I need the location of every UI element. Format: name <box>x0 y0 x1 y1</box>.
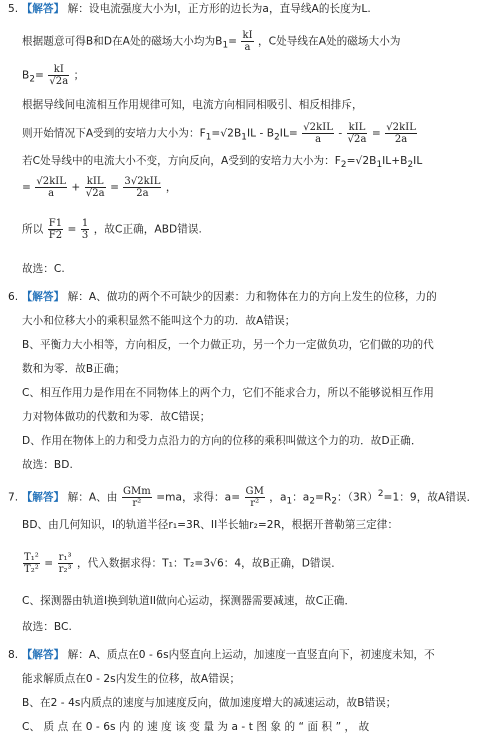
q6-answer-tag: 【解答】 <box>21 291 65 303</box>
q6-text-6: 力对物体做功的代数和为零．故C错误； <box>22 411 211 423</box>
q7-text-1k: =1：9，故A错误． <box>383 491 478 504</box>
q6-text-4: 数和为零．故B正确； <box>22 363 126 375</box>
q8-text-2: 能求解质点在0 - 2s内发生的位移，故A错误； <box>22 673 241 685</box>
q5-frac-ki-root2a: $\frac{kI}{√2a}$ <box>49 64 69 87</box>
q8-line-3 <box>22 696 472 710</box>
q5-line-2 <box>22 30 472 53</box>
q5-text-4: 根据导线间电流相互作用规律可知，电流方向相同相吸引、相反相排斥， <box>22 99 363 111</box>
q5-line-8 <box>22 218 472 241</box>
q6-text-7: D、作用在物体上的力和受力点沿力的方向的位移的乘积叫做这个力的功．故D正确． <box>22 435 422 447</box>
q5-eq-2: = <box>35 69 44 82</box>
q5-line-6 <box>22 154 472 172</box>
q6-line-5 <box>22 386 472 400</box>
q5-sub-b1c: 1 <box>376 160 383 171</box>
q5-eq-5: = <box>110 181 119 194</box>
q6-line-8 <box>22 458 472 472</box>
q8-text-4: C、 质 点 在 0 - 6s 内 的 速 度 该 变 量 为 a - t 图 象 的 “ 面 积 ” ， 故 <box>22 721 370 733</box>
q7-text-1c: ，a <box>269 491 287 504</box>
q7-text-1i: ：（3R） <box>337 491 378 504</box>
q5-eq-6: = <box>67 223 77 236</box>
q7-sup-2: 2 <box>377 488 384 499</box>
q7-answer: 故选：BC. <box>22 621 72 633</box>
q8-answer-tag: 【解答】 <box>21 649 65 661</box>
q5-text-8a: 所以 <box>22 223 44 236</box>
q8-line-4 <box>22 720 472 734</box>
q5-sub-b2: 2 <box>29 74 35 85</box>
q7-frac-t-ratio: $\frac{\text{T₁²}}{\text{T₂²}}$ <box>24 552 39 575</box>
q5-sub-b1: 1 <box>222 40 229 51</box>
q5-text-2a: 根据题意可得B和D在A处的磁场大小均为B <box>22 35 223 48</box>
q7-text-4: C、探测器由轨道I换到轨道II做向心运动，探测器需要减速，故C正确． <box>22 595 356 607</box>
q5-frac-f1-b: $\frac{\text{kIL}}{√2a}$ <box>347 122 367 145</box>
q5-text-6f: IL <box>413 155 423 167</box>
q5-plus: + <box>71 181 81 194</box>
q5-text-5b: =√2B <box>211 127 242 140</box>
q6-answer: 故选：BD. <box>22 459 73 471</box>
q6-text-2: 大小和位移大小的乘积显然不能叫这个力的功．故A错误； <box>22 315 296 327</box>
q5-text-3a: B <box>22 69 30 82</box>
q7-text-1b: =ma，求得：a= <box>156 491 241 504</box>
q5-eq: = <box>228 35 238 48</box>
q7-line-5 <box>22 620 472 634</box>
q5-frac-ki-a: $\frac{kI}{a}$ <box>242 30 253 53</box>
q5-text-1: 解：设电流强度大小为I，正方形的边长为a，直导线A的长度为L. <box>67 3 371 15</box>
q5-answer-tag: 【解答】 <box>21 3 65 15</box>
q7-frac-r-ratio: $\frac{\text{r₁³}}{\text{r₂³}}$ <box>58 552 72 575</box>
q5-text-5a: 则开始情况下A受到的安培力大小为：F <box>22 127 206 140</box>
q7-eq: = <box>44 557 54 570</box>
q5-line-1 <box>8 2 472 16</box>
q8-line-1 <box>8 648 472 662</box>
q7-text-1a: 解：A、由 <box>67 491 118 504</box>
q7-sub-a2: 2 <box>309 496 316 507</box>
q5-line-9 <box>22 262 472 276</box>
q5-frac-f1-c: $\frac{\text{√2kIL}}{2a}$ <box>386 122 416 145</box>
q5-answer: 故选：C. <box>22 263 65 275</box>
q5-line-4 <box>22 98 472 112</box>
q6-line-7 <box>22 434 472 448</box>
q5-text-6a: 若C处导线中的电流大小不变，方向反向，A受到的安培力大小为：F <box>22 155 341 167</box>
q7-text-2: BD、由几何知识，I的轨道半径r₁=3R、II半长轴r₂=2R，根据开普勒第三定律： <box>22 519 399 531</box>
q5-frac-f2-b: $\frac{\text{kIL}}{√2a}$ <box>85 176 105 199</box>
q6-line-3 <box>22 338 472 352</box>
q7-number: 7. <box>8 491 19 504</box>
q7-answer-tag: 【解答】 <box>21 491 65 504</box>
q8-line-2 <box>22 672 472 686</box>
q7-line-4 <box>22 594 472 608</box>
q5-frac-f2-a: $\frac{\text{√2kIL}}{a}$ <box>36 176 66 199</box>
q5-sub-b2c: 2 <box>407 160 414 171</box>
q6-line-4 <box>22 362 472 376</box>
q5-frac-f1-a: $\frac{\text{√2kIL}}{a}$ <box>303 122 333 145</box>
q5-sub-f2: 2 <box>340 160 347 171</box>
q7-line-1 <box>8 486 478 509</box>
q5-eq-4: = <box>22 181 31 194</box>
q7-frac-gmm-r2: $\frac{\text{GMm}}{\text{r²}}$ <box>122 486 151 509</box>
q7-sub-a1: 1 <box>286 496 293 507</box>
q5-frac-f2-c: $\frac{\text{3√2kIL}}{2a}$ <box>124 176 161 199</box>
q6-line-2 <box>22 314 472 328</box>
q5-text-6b: =√2B <box>346 155 377 167</box>
q5-text-5d: IL - B <box>246 127 275 140</box>
q5-text-5f: IL= <box>279 127 298 140</box>
q5-text-8b: ，故C正确，ABD错误. <box>93 223 202 236</box>
q6-text-5: C、相互作用力是作用在不同物体上的两个力，它们不能求合力，所以不能够说相互作用 <box>22 387 434 399</box>
q7-line-3 <box>22 552 472 575</box>
q5-minus: - <box>338 127 343 140</box>
q5-line-3 <box>22 64 472 87</box>
q5-line-5 <box>22 122 472 145</box>
q7-line-2 <box>22 518 472 532</box>
q6-text-1: 解：A、做功的两个不可缺少的因素：力和物体在力的方向上发生的位移，力的 <box>67 291 437 303</box>
q5-sub-b1b: 1 <box>241 132 247 143</box>
q5-sub-f1: 1 <box>205 132 212 143</box>
q5-frac-f1-f2: $\frac{F1}{F2}$ <box>48 218 63 241</box>
q5-comma: ， <box>165 181 177 194</box>
q5-text-3b: ； <box>73 69 85 82</box>
q5-text-6d: IL+B <box>382 155 408 167</box>
q7-text-1g: =R <box>315 491 332 504</box>
q5-number: 5. <box>8 3 19 15</box>
q6-line-1 <box>8 290 472 304</box>
q5-line-7 <box>22 176 472 199</box>
q5-text-2b: ，C处导线在A处的磁场大小为 <box>258 35 401 48</box>
q5-eq-3: = <box>371 127 381 140</box>
q8-text-1: 解：A、质点在0 - 6s内竖直向上运动，加速度一直竖直向下，初速度未知，不 <box>67 649 435 661</box>
q7-text-3b: ，代入数据求得：T₁：T₂=3√6：4，故B正确，D错误． <box>77 557 342 570</box>
q6-line-6 <box>22 410 472 424</box>
q5-frac-1-3: $\frac{1}{3}$ <box>81 218 89 241</box>
q8-number: 8. <box>8 649 19 661</box>
q7-text-1e: ：a <box>292 491 310 504</box>
q6-number: 6. <box>8 291 19 303</box>
q8-text-3: B、在2 - 4s内质点的速度与加速度反向，做加速度增大的减速运动，故B错误； <box>22 697 397 709</box>
q7-sub-r2: 2 <box>331 496 338 507</box>
q6-text-3: B、平衡力大小相等，方向相反，一个力做正功，另一个力一定做负功，它们做的功的代 <box>22 339 434 351</box>
q5-sub-b2b: 2 <box>274 132 280 143</box>
q7-frac-gm-r2: $\frac{GM}{\text{r²}}$ <box>245 486 264 509</box>
